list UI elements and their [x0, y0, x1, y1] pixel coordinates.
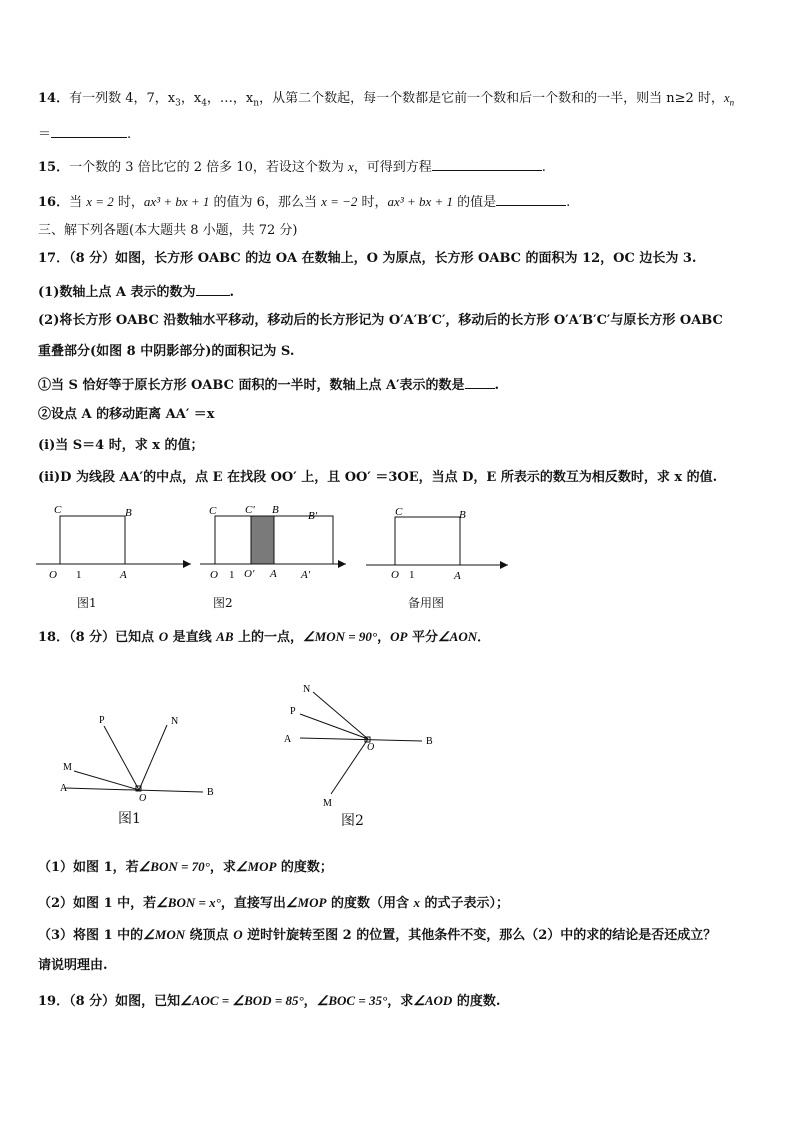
q14-line1	[38, 89, 734, 113]
q18-figure-1	[55, 705, 235, 805]
axis-arrow-icon	[500, 561, 508, 569]
q19-m3: ∠AOD	[413, 993, 453, 1008]
q17-c1: ①当 S 恰好等于原长方形 OABC 面积的一半时，数轴上点 A′表示的数是	[38, 378, 465, 393]
q18-s2a: （2）如图 1 中，若	[38, 896, 157, 911]
q17-p1: (1)数轴上点 A 表示的数为	[38, 285, 196, 300]
q17-part1	[38, 282, 234, 302]
q16-m3: x = −2	[321, 194, 358, 209]
ray-OM	[331, 739, 368, 794]
q14-subn: n	[253, 98, 260, 109]
q18-s1b: ，求	[209, 860, 236, 875]
q18-s1a: （1）如图 1，若	[38, 860, 139, 875]
rect-oabc	[395, 517, 460, 565]
q18-O: O	[158, 629, 169, 644]
label-P: P	[99, 715, 105, 726]
label-O: O	[367, 742, 375, 753]
q18-head-d: ，	[377, 630, 391, 645]
label-Ap: A′	[301, 569, 311, 581]
q18-AB: AB	[216, 629, 234, 644]
q16-line	[38, 192, 570, 212]
q18-s2b: ，直接写出	[220, 896, 286, 911]
q18-angle1: ∠MON = 90°	[303, 629, 378, 644]
q18-head-e: 平分	[407, 630, 439, 645]
q18-s3m: ∠MON	[143, 927, 186, 942]
q17-part2a: (2)将长方形 OABC 沿数轴水平移动，移动后的长方形记为 O′A′B′C′，移动后的长方形 O′A′B′C′与原长方形 OABC	[38, 313, 723, 328]
q17-case1	[38, 375, 499, 395]
q17-head: 17．（8 分）如图，长方形 OABC 的边 OA 在数轴上，O 为原点，长方形 OABC 的面积为 12，OC 边长为 3.	[38, 251, 697, 266]
q16-end: .	[566, 195, 571, 210]
label-N: N	[303, 684, 311, 695]
q14-line2	[38, 124, 131, 144]
q17-fig1-caption: 图1	[77, 596, 97, 610]
label-B: B	[426, 736, 433, 747]
label-Bp: B′	[308, 510, 318, 522]
label-A: A	[60, 783, 68, 794]
q18-s1m: ∠BON = 70°	[138, 859, 210, 874]
label-P: P	[290, 706, 296, 717]
q17-fig3-caption: 备用图	[408, 596, 445, 610]
label-C: C	[395, 506, 403, 518]
line-AB	[300, 738, 422, 741]
q18-s1m2: ∠MOP	[235, 859, 277, 874]
label-M: M	[323, 798, 332, 809]
q18-head-b: 是直线	[168, 630, 217, 645]
label-C: C	[209, 505, 217, 517]
q17-c1-blank[interactable]	[465, 375, 495, 389]
ray-OP	[300, 714, 368, 739]
label-B: B	[272, 504, 279, 516]
q17-part2b: 重叠部分(如图 8 中阴影部分)的面积记为 S.	[38, 344, 295, 359]
q16-t1: 当	[69, 195, 87, 210]
q18-s3b: 绕顶点	[185, 928, 234, 943]
q19-c: ，求	[387, 994, 414, 1009]
q18-figure-2	[280, 680, 460, 810]
rect-oabc	[60, 516, 125, 564]
q14-eq: ＝	[38, 127, 52, 142]
q18-sub3-cont: 请说明理由.	[38, 958, 108, 973]
q15-text: 一个数的 3 倍比它的 2 倍多 10，若设这个数为	[69, 160, 348, 175]
q18-s3c: 逆时针旋转至图 2 的位置，其他条件不变，那么（2）中的求的结论是否还成立？	[242, 928, 717, 943]
q18-sub2	[38, 894, 509, 913]
q17-case2: ②设点 A 的移动距离 AA′ ＝x	[38, 407, 215, 422]
q17-p1-blank[interactable]	[196, 282, 230, 296]
rect-shaded-overlap	[251, 516, 274, 564]
q15-var: x	[347, 159, 354, 174]
q16-t3: 的值为 6，那么当	[209, 195, 322, 210]
q18-s2c: 的度数（用含	[326, 896, 414, 911]
q18-angle2: ∠AON	[438, 629, 478, 644]
q18-sub1	[38, 858, 333, 877]
q15-line	[38, 157, 546, 177]
q14-sub4: 4	[201, 98, 207, 109]
q17-sub-i: (ⅰ)当 S＝4 时，求 x 的值；	[38, 438, 204, 453]
q18-s2x: x	[413, 895, 420, 910]
q17-sub-ii: (ⅱ)D 为线段 AA′的中点，点 E 在找段 OO′ 上，且 OO′ ＝3OE，当点 D，E 所表示的数互为相反数时，求 x 的值.	[38, 470, 718, 485]
q15-answer-blank[interactable]	[432, 157, 542, 171]
q18-head-f: ．	[477, 630, 491, 645]
q16-m1: x = 2	[86, 194, 114, 209]
q18-s3O: O	[233, 927, 243, 942]
label-M: M	[63, 762, 72, 773]
q18-s1c: 的度数；	[276, 860, 333, 875]
q19-m2: ∠BOC = 35°	[316, 993, 388, 1008]
q16-m4: ax³ + bx + 1	[387, 194, 454, 209]
q18-s2d: 的式子表示）；	[420, 896, 510, 911]
axis-arrow-icon	[338, 560, 346, 568]
label-B: B	[459, 509, 466, 521]
label-A: A	[284, 734, 292, 745]
q18-OP: OP	[390, 629, 408, 644]
q15-label: 15．	[38, 160, 70, 175]
q18-fig1-caption: 图1	[118, 811, 141, 827]
label-A: A	[120, 569, 127, 581]
q18-s2m2: ∠MOP	[285, 895, 327, 910]
q14-text-b: ，x	[180, 91, 202, 106]
label-C: C	[54, 504, 62, 516]
label-O: O	[49, 569, 57, 581]
q19-d: 的度数.	[452, 994, 501, 1009]
label-Cp: C′	[245, 504, 255, 516]
label-1: 1	[229, 569, 235, 581]
q16-t4: 时，	[357, 195, 388, 210]
q19-line	[38, 992, 500, 1011]
q18-sub3	[38, 926, 716, 945]
label-A: A	[454, 570, 461, 582]
q14-sub3: 3	[175, 98, 181, 109]
q14-text-a: 有一列数 4，7，x	[69, 91, 176, 106]
q18-s2m: ∠BON = x°	[156, 895, 221, 910]
q19-a: 19．（8 分）如图，已知	[38, 994, 181, 1009]
label-1: 1	[76, 569, 82, 581]
label-O: O	[210, 569, 218, 581]
q16-t2: 时，	[113, 195, 144, 210]
ray-OP	[104, 726, 139, 790]
q14-xn-sub: n	[729, 97, 735, 108]
q14-end: .	[127, 127, 132, 142]
q14-xn: x	[723, 90, 730, 105]
q19-b: ，	[303, 994, 317, 1009]
q17-fig2-caption: 图2	[213, 596, 233, 610]
q18-fig2-caption: 图2	[341, 813, 364, 829]
q17-p1-end: .	[229, 285, 235, 300]
label-A: A	[270, 568, 277, 580]
label-O: O	[139, 793, 147, 804]
ray-ON	[313, 692, 368, 739]
label-Op: O′	[244, 568, 255, 580]
q18-s3a: （3）将图 1 中的	[38, 928, 144, 943]
q16-label: 16．	[38, 195, 70, 210]
q19-m1: ∠AOC = ∠BOD = 85°	[180, 993, 304, 1008]
q16-t5: 的值是	[453, 195, 497, 210]
q17-c1-end: .	[494, 378, 500, 393]
q18-head	[38, 628, 490, 647]
q14-text-d: ，从第二个数起，每一个数都是它前一个数和后一个数和的一半，则当 n≥2 时，	[259, 91, 724, 106]
q15-end: .	[541, 160, 546, 175]
label-N: N	[171, 716, 179, 727]
q18-head-a: 18．（8 分）已知点	[38, 630, 159, 645]
label-B: B	[125, 507, 132, 519]
ray-OM	[74, 771, 139, 790]
q17-figure-1	[36, 500, 196, 610]
q14-text-c: ，…，x	[206, 91, 254, 106]
ray-ON	[139, 725, 167, 790]
q16-answer-blank[interactable]	[496, 192, 566, 206]
label-1: 1	[409, 569, 415, 581]
q15-text2: ，可得到方程	[353, 160, 432, 175]
label-B: B	[207, 787, 214, 798]
section-3-heading: 三、解下列各题(本大题共 8 小题，共 72 分)	[38, 223, 298, 238]
axis-arrow-icon	[183, 560, 191, 568]
q14-label: 14．	[38, 91, 70, 106]
q18-head-c: 上的一点，	[233, 630, 304, 645]
label-O: O	[391, 569, 399, 581]
q16-m2: ax³ + bx + 1	[143, 194, 210, 209]
q14-answer-blank[interactable]	[51, 124, 127, 138]
